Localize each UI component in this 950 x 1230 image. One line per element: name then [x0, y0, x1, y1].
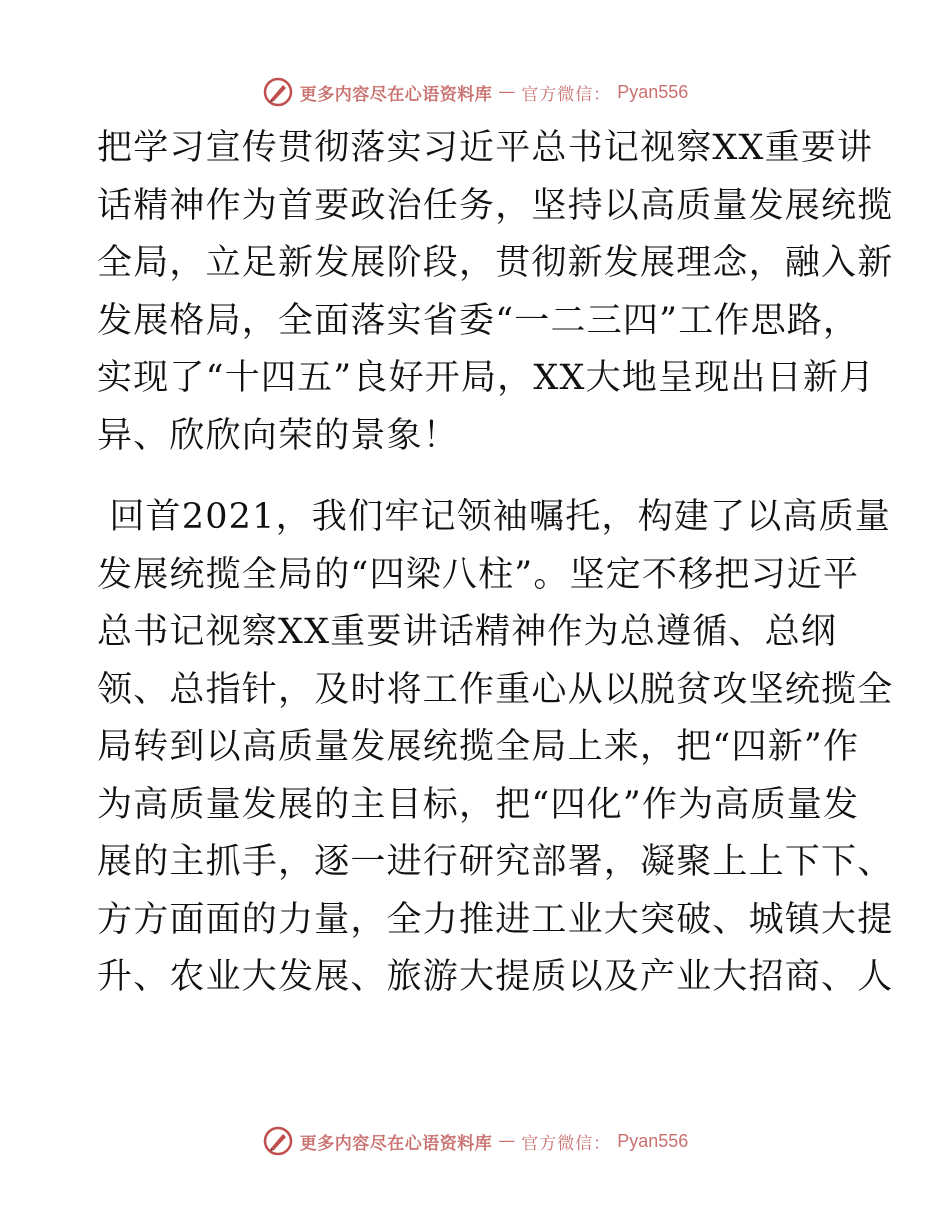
text-line: 回首2021，我们牢记领袖嘱托，构建了以高质量 [97, 497, 891, 537]
footer-watermark [0, 1121, 950, 1161]
text-line: 发展统揽全局的“四梁八柱”。坚定不移把习近平 [97, 554, 860, 595]
text-line: 发展格局，全面落实省委“一二三四”工作思路， [97, 300, 860, 341]
text-line: 把学习宣传贯彻落实习近平总书记视察XX重要讲 [97, 128, 874, 168]
paragraph-2 [97, 489, 894, 1007]
text-line: 领、总指针，及时将工作重心从以脱贫攻坚统揽全 [97, 669, 894, 710]
header-watermark [0, 72, 950, 112]
text-line: 话精神作为首要政治任务，坚持以高质量发展统揽 [97, 185, 894, 226]
document-body [97, 120, 894, 1007]
text-line: 方方面面的力量，全力推进工业大突破、城镇大提 [97, 899, 894, 940]
paragraph-1 [97, 120, 894, 465]
pen-logo-icon [262, 1125, 294, 1157]
text-line: 升、农业大发展、旅游大提质以及产业大招商、人 [97, 957, 894, 997]
watermark-dash: — [498, 1131, 516, 1151]
text-line: 为高质量发展的主目标，把“四化”作为高质量发 [97, 784, 860, 825]
text-line: 异、欣欣向荣的景象！ [97, 415, 460, 456]
watermark-label: 官方微信： [521, 1133, 612, 1154]
pen-logo-icon [262, 76, 294, 108]
text-line: 总书记视察XX重要讲话精神作为总遵循、总纲 [97, 612, 838, 652]
watermark-wechat-id: Pyan556 [617, 81, 689, 102]
text-line: 局转到以高质量发展统揽全局上来，把“四新”作 [97, 727, 860, 767]
text-line: 实现了“十四五”良好开局，XX大地呈现出日新月 [97, 358, 876, 398]
watermark-wechat-id: Pyan556 [617, 1130, 689, 1151]
watermark-label: 官方微信： [521, 84, 612, 105]
text-line: 全局，立足新发展阶段，贯彻新发展理念，融入新 [97, 243, 894, 283]
text-line: 展的主抓手，逐一进行研究部署，凝聚上上下下、 [97, 842, 894, 882]
watermark-dash: — [498, 82, 516, 102]
watermark-text: 更多内容尽在心语资料库 [299, 84, 493, 105]
watermark-text: 更多内容尽在心语资料库 [299, 1133, 493, 1154]
